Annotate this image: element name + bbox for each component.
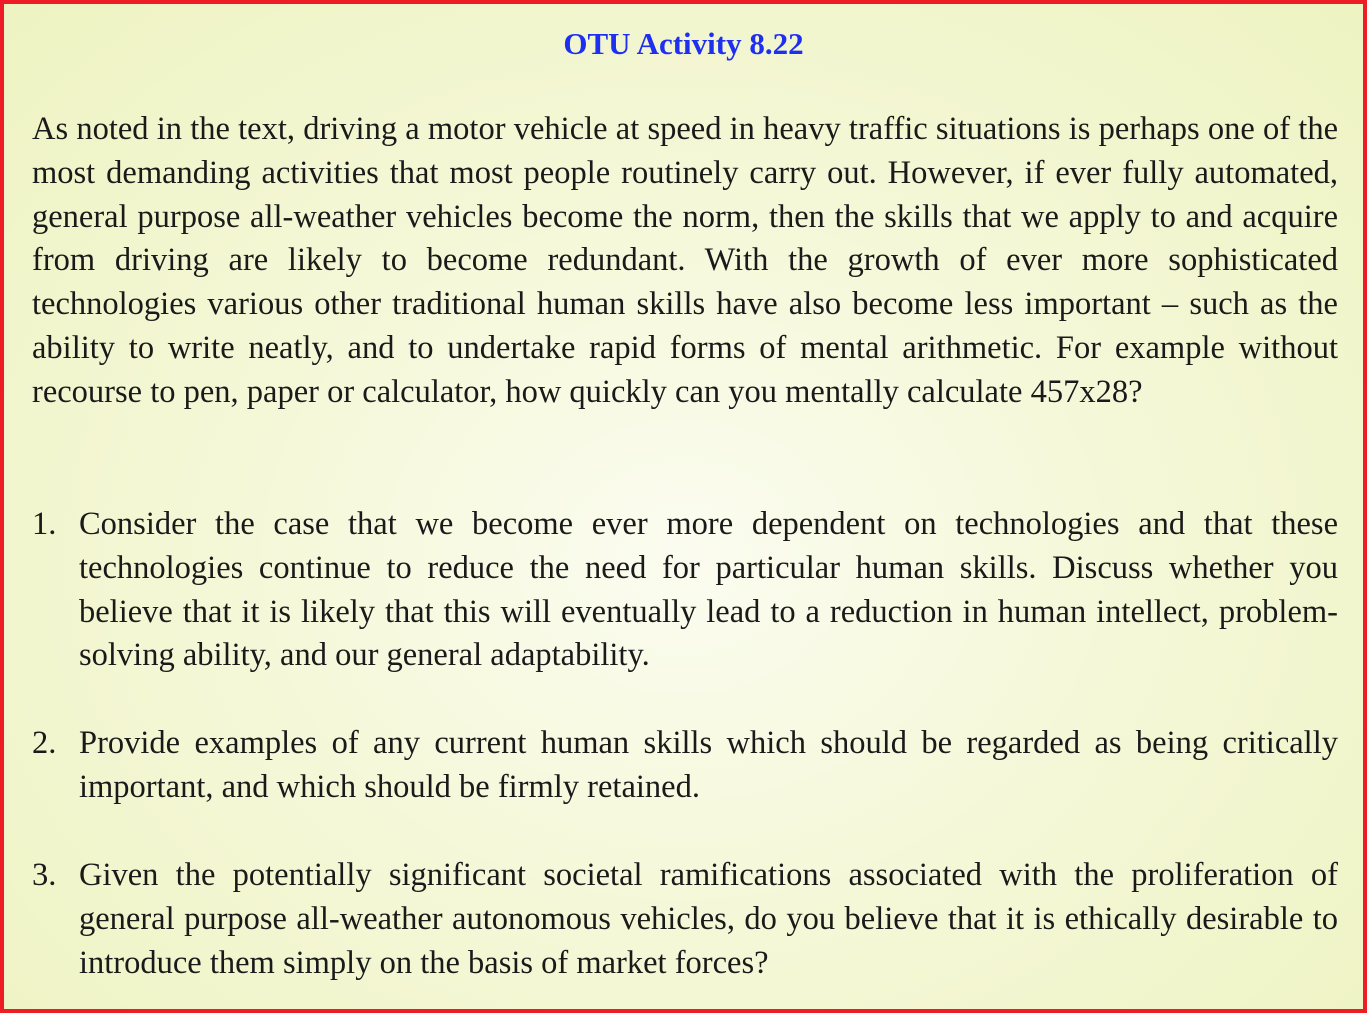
question-number: 1. [32, 506, 57, 542]
question-text: Provide examples of any current human skills which should be regarded as being critically important, and which should be firmly retained. [79, 725, 1338, 805]
question-item [32, 503, 1338, 678]
question-item [32, 854, 1338, 985]
question-text: Given the potentially significant societal ramifications associated with the proliferation of general purpose all-weather autonomous vehicles, do you believe that it is ethically desirable to introduce them simply on the basis of market forces? [79, 857, 1338, 981]
question-number: 2. [32, 725, 57, 761]
activity-title: OTU Activity 8.22 [563, 26, 804, 61]
question-text: Consider the case that we become ever more dependent on technologies and that these technologies continue to reduce the need for particular human skills. Discuss whether you believe that it is likely that this will eventually lead to a reduction in human intellect, problem-solving ability, and our general adaptability. [79, 506, 1338, 674]
intro-paragraph: As noted in the text, driving a motor vehicle at speed in heavy traffic situations is perhaps one of the most demanding activities that most people routinely carry out. However, if ever fully automated, general purpose all-weather vehicles become the norm, then the skills that we apply to and acquire from driving are likely to become redundant. With the growth of ever more sophisticated technologies various other traditional human skills have also become less important – such as the ability to write neatly, and to undertake rapid forms of mental arithmetic. For example without recourse to pen, paper or calculator, how quickly can you mentally calculate 457x28? [32, 111, 1338, 410]
question-number: 3. [32, 857, 57, 893]
question-item [32, 722, 1338, 810]
